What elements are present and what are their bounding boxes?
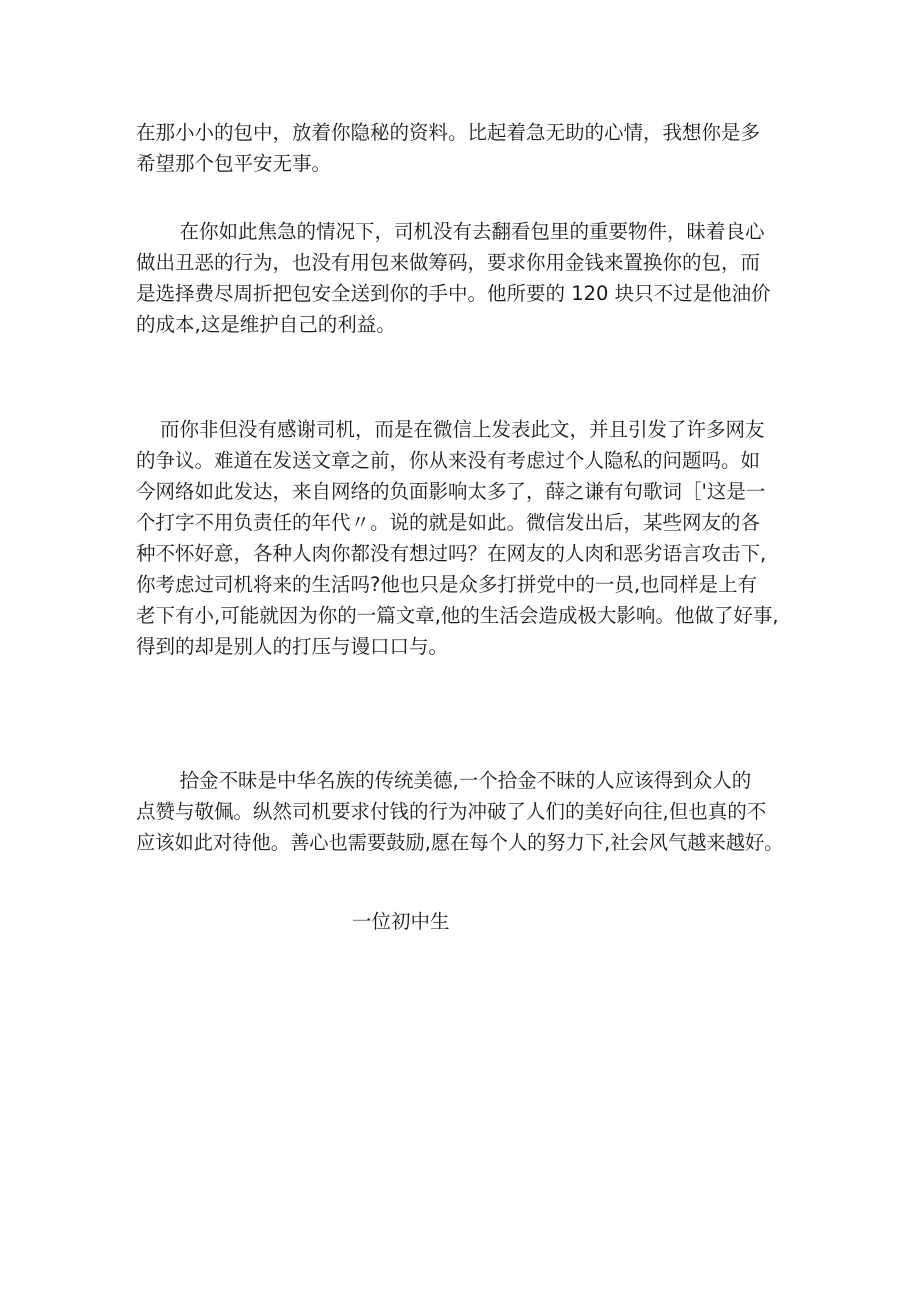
text-line: 老下有小,可能就因为你的一篇文章,他的生活会造成极大影响。他做了好事, bbox=[136, 604, 779, 627]
text-line: 得到的却是别人的打压与谩口口与。 bbox=[136, 635, 449, 658]
text-line: 个打字不用负责任的年代〃。说的就是如此。微信发出后，某些网友的各 bbox=[136, 511, 761, 534]
text-line: 的争议。难道在发送文章之前，你从来没有考虑过个人隐私的问题吗。如 bbox=[136, 449, 761, 472]
text-line: 拾金不昧是中华名族的传统美德,一个拾金不昧的人应该得到众人的 bbox=[160, 769, 752, 792]
text-line: 是选择费尽周折把包安全送到你的手中。他所要的 120 块只不过是他油价 bbox=[136, 282, 771, 305]
paragraph-2 bbox=[136, 216, 788, 340]
paragraph-1 bbox=[136, 117, 788, 179]
text-line: 点赞与敬佩。纵然司机要求付钱的行为冲破了人们的美好向往,但也真的不 bbox=[136, 800, 767, 823]
paragraph-3 bbox=[136, 414, 788, 662]
signature: 一位初中生 bbox=[352, 910, 450, 933]
text-line: 做出丑恶的行为，也没有用包来做筹码，要求你用金钱来置换你的包，而 bbox=[136, 251, 761, 274]
text-line: 你考虑过司机将来的生活吗?他也只是众多打拼党中的一员,也同样是上有 bbox=[136, 573, 758, 596]
text-line: 的成本,这是维护自己的利益。 bbox=[136, 313, 396, 336]
text-line: 应该如此对待他。善心也需要鼓励,愿在每个人的努力下,社会风气越来越好。 bbox=[136, 831, 784, 854]
paragraph-4 bbox=[136, 765, 788, 858]
text-line: 种不怀好意，各种人肉你都没有想过吗？在网友的人肉和恶劣语言攻击下, bbox=[136, 542, 767, 565]
text-line: 在那小小的包中，放着你隐秘的资料。比起着急无助的心情，我想你是多 bbox=[136, 121, 761, 144]
text-line: 在你如此焦急的情况下，司机没有去翻看包里的重要物件，昧着良心 bbox=[160, 220, 765, 243]
text-line: 希望那个包平安无事。 bbox=[136, 152, 332, 175]
text-line: 而你非但没有感谢司机，而是在微信上发表此文，并且引发了许多网友 bbox=[160, 418, 765, 441]
text-line: 今网络如此发达，来自网络的负面影响太多了，薛之谦有句歌词［'这是一 bbox=[136, 480, 766, 503]
